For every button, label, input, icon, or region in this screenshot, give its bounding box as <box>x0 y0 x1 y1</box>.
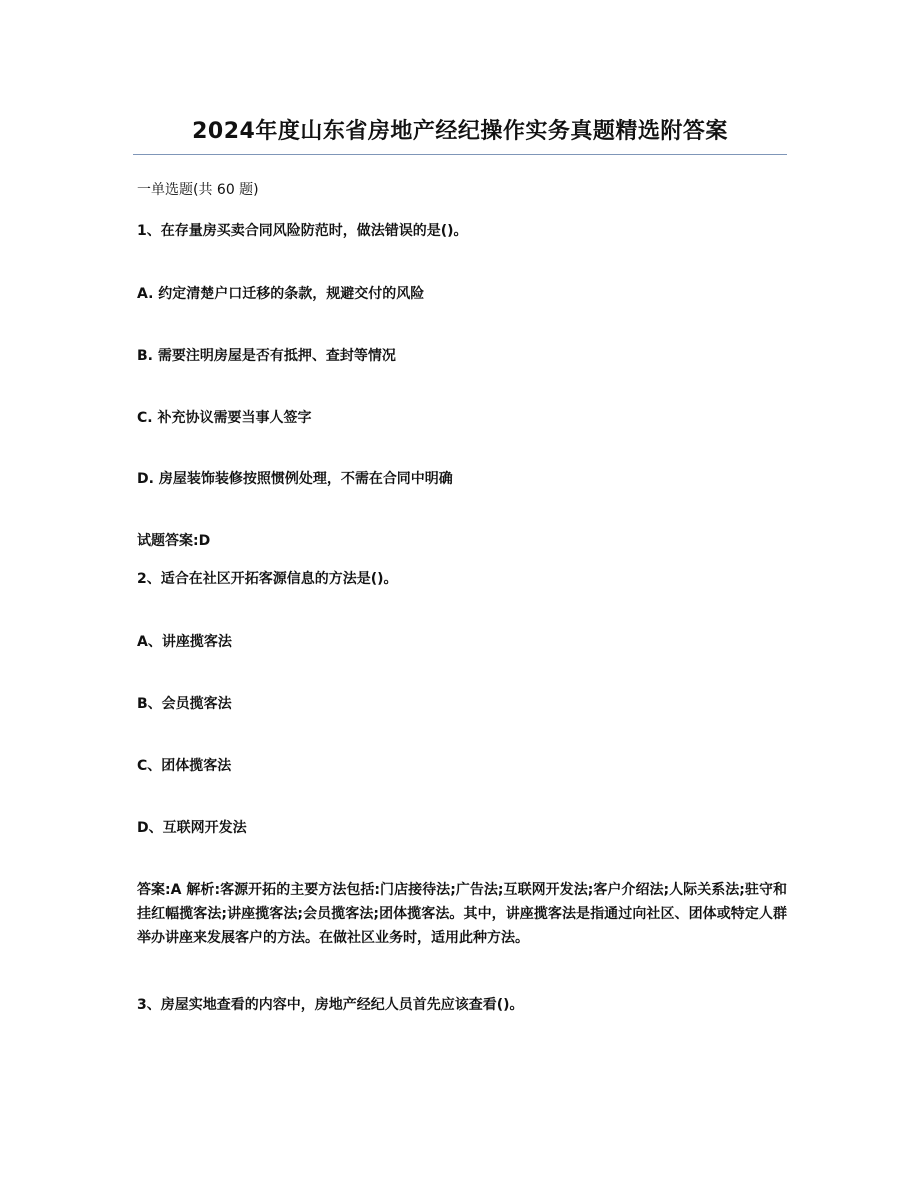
question-2-option-c: C、团体揽客法 <box>137 758 232 774</box>
question-1-option-b: B. 需要注明房屋是否有抵押、查封等情况 <box>137 348 396 364</box>
document-title: 2024年度山东省房地产经纪操作实务真题精选附答案 <box>192 119 728 144</box>
question-2-option-a: A、讲座揽客法 <box>137 634 232 650</box>
question-2-stem: 2、适合在社区开拓客源信息的方法是()。 <box>137 571 398 587</box>
title-divider <box>133 154 787 155</box>
question-1-option-d: D. 房屋装饰装修按照惯例处理，不需在合同中明确 <box>137 471 453 487</box>
question-1-option-a: A. 约定清楚户口迁移的条款，规避交付的风险 <box>137 286 425 302</box>
question-2-option-d: D、互联网开发法 <box>137 820 247 836</box>
question-2-answer-explanation: 答案:A 解析:客源开拓的主要方法包括:门店接待法;广告法;互联网开发法;客户介绍法;人际关系法;驻守和挂红幅揽客法;讲座揽客法;会员揽客法;团体揽客法。其中，讲座揽客法是指通过向社区、团体或特定人群举办讲座来发展客户的方法。在做社区业务时，适用此种方法。 <box>137 882 787 946</box>
question-2-option-b: B、会员揽客法 <box>137 696 232 712</box>
question-1-option-c: C. 补充协议需要当事人签字 <box>137 410 312 426</box>
question-3-stem: 3、房屋实地查看的内容中，房地产经纪人员首先应该查看()。 <box>137 997 524 1013</box>
section-heading: 一单选题(共 60 题) <box>137 182 259 198</box>
question-1-stem: 1、在存量房买卖合同风险防范时，做法错误的是()。 <box>137 223 468 239</box>
question-1-answer: 试题答案:D <box>137 533 211 549</box>
